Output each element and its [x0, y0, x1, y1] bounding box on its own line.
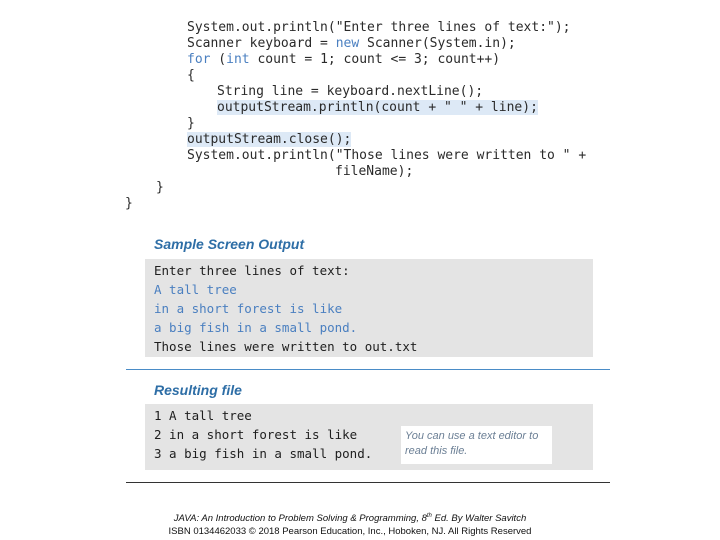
resulting-file-heading: Resulting file — [154, 382, 242, 398]
section-divider — [126, 369, 610, 370]
code-line-12: } — [125, 196, 133, 211]
code-highlight: outputStream.close(); — [187, 132, 352, 147]
code-line-5: String line = keyboard.nextLine(); — [217, 84, 484, 99]
file-line: 3 a big fish in a small pond. — [154, 446, 373, 461]
bottom-rule — [126, 482, 610, 483]
screen-output-line: Enter three lines of text: — [154, 263, 350, 278]
footer-copyright: ISBN 0134462033 © 2018 Pearson Education, Inc., Hoboken, NJ. All Rights Reserved — [168, 526, 532, 537]
screen-output-panel — [145, 259, 593, 357]
resulting-file-panel — [145, 404, 593, 470]
code-text: count = 1; count <= 3; count++) — [249, 52, 501, 67]
footer-sup: th — [426, 513, 432, 519]
file-line: 1 A tall tree — [154, 408, 252, 423]
keyword-for: for — [187, 52, 211, 67]
text-editor-note — [401, 426, 552, 464]
code-line-2 — [187, 36, 516, 52]
code-line-6 — [217, 100, 538, 116]
code-line-4: { — [187, 68, 195, 83]
keyword-new: new — [335, 36, 360, 51]
screen-output-input-line: A tall tree — [154, 282, 237, 297]
screen-output-input-line: in a short forest is like — [154, 301, 343, 316]
code-line-1: System.out.println("Enter three lines of text:"); — [187, 20, 571, 35]
keyword-int: int — [226, 52, 250, 67]
screen-output-input-line: a big fish in a small pond. — [154, 320, 358, 335]
code-line-3 — [187, 52, 500, 68]
code-line-8 — [187, 132, 351, 148]
note-line: You can use a text editor to — [405, 430, 539, 442]
footer-citation — [130, 513, 570, 524]
file-line: 2 in a short forest is like — [154, 427, 358, 442]
code-text: Scanner(System.in); — [359, 36, 516, 51]
code-text: Scanner keyboard = — [187, 36, 336, 51]
screen-output-line: Those lines were written to out.txt — [154, 339, 418, 354]
code-line-10: fileName); — [335, 164, 414, 179]
footer-text: Ed. By Walter Savitch — [431, 513, 527, 525]
code-line-7: } — [187, 116, 195, 131]
screen-output-heading: Sample Screen Output — [154, 236, 305, 252]
code-highlight: outputStream.println(count + " " + line); — [217, 100, 538, 115]
footer-text: JAVA: An Introduction to Problem Solving & Programming, 8 — [173, 513, 427, 525]
code-line-11: } — [156, 180, 164, 195]
code-text: ( — [210, 52, 227, 67]
code-line-9: System.out.println("Those lines were written to " + — [187, 148, 587, 163]
note-line: read this file. — [405, 445, 468, 457]
